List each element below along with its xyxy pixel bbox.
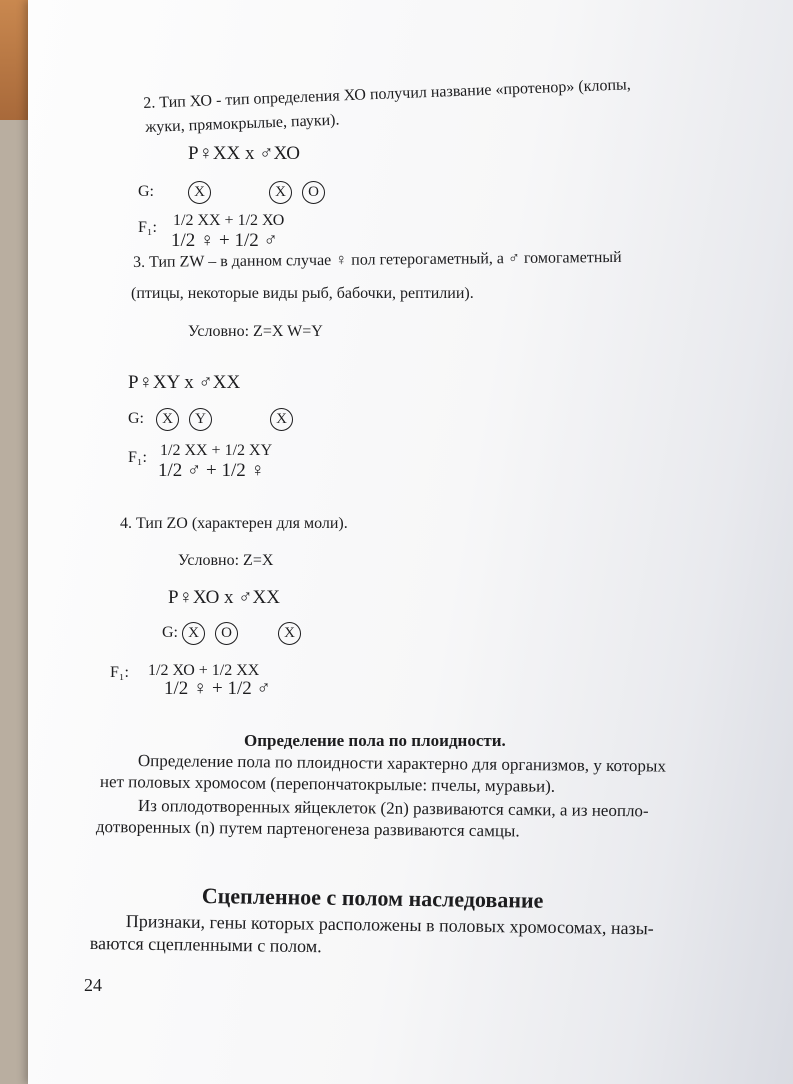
gametes-label: G: (128, 410, 144, 428)
gamete-circle: О (302, 181, 325, 204)
gamete-circle: О (215, 622, 238, 645)
gamete-circle: Х (182, 622, 205, 645)
section3-gametes (128, 408, 299, 431)
section4-gametes (162, 622, 307, 645)
gamete-circle: Х (269, 181, 292, 204)
ploidy-p1-line1: Определение пола по плоидности характерно для организмов, у которых (137, 751, 667, 776)
section2-f1-line2: 1/2 ♀ + 1/2 ♂ (171, 230, 278, 251)
section3-f1-line1: 1/2 ХХ + 1/2 ХY (160, 442, 273, 459)
section2-parents: Р♀ХХ х ♂ХО (188, 143, 300, 164)
ploidy-heading: Определение пола по плоидности. (244, 731, 506, 750)
gametes-label: G: (162, 624, 178, 642)
linked-p-line1: Признаки, гены которых расположены в половых хромосомах, назы- (125, 911, 654, 939)
gamete-circle: Х (278, 622, 301, 645)
section3-condition: Условно: Z=X W=Y (188, 323, 323, 340)
section2-line2: жуки, прямокрылые, пауки). (144, 111, 340, 136)
gamete-circle: Х (156, 408, 179, 431)
section2-gametes (138, 181, 331, 204)
section4-f1-line2: 1/2 ♀ + 1/2 ♂ (164, 678, 271, 699)
section3-parents: Р♀ХY х ♂ХХ (128, 372, 241, 393)
gamete-circle: Y (189, 408, 212, 431)
ploidy-p2-line1: Из оплодотворенных яйцеклеток (2n) развиваются самки, а из неопло- (137, 796, 649, 821)
gamete-circle: Х (188, 181, 211, 204)
linked-heading: Сцепленное с полом наследование (201, 883, 544, 913)
section2-f1-line1: 1/2 ХХ + 1/2 ХО (173, 212, 285, 229)
gametes-label: G: (138, 183, 154, 201)
section2-line1: 2. Тип ХО - тип определения ХО получил название «протенор» (клопы, (142, 76, 632, 112)
page-number: 24 (84, 975, 102, 995)
section3-f1-label: F₁: (128, 449, 147, 466)
linked-p-line2: ваются сцепленными с полом. (89, 933, 322, 957)
ploidy-p1-line2: нет половых хромосом (перепончатокрылые: пчелы, муравьи). (99, 772, 556, 796)
book-page (28, 0, 793, 1084)
gamete-circle: Х (270, 408, 293, 431)
section4-line1: 4. Тип ZO (характерен для моли). (120, 515, 348, 532)
section2-f1-label: F₁: (138, 219, 157, 236)
section4-condition: Условно: Z=X (178, 552, 274, 569)
section3-f1-line2: 1/2 ♂ + 1/2 ♀ (158, 460, 265, 481)
section4-f1-line1: 1/2 ХО + 1/2 ХХ (148, 662, 260, 679)
section3-line2: (птицы, некоторые виды рыб, бабочки, рептилии). (131, 285, 474, 302)
ploidy-p2-line2: дотворенных (n) путем партеногенеза развиваются самцы. (95, 817, 520, 841)
section4-parents: Р♀ХО х ♂ХХ (168, 587, 280, 608)
section4-f1-label: F₁: (110, 664, 129, 681)
section3-line1: 3. Тип ZW – в данном случае ♀ пол гетерогаметный, а ♂ гомогаметный (132, 248, 622, 271)
